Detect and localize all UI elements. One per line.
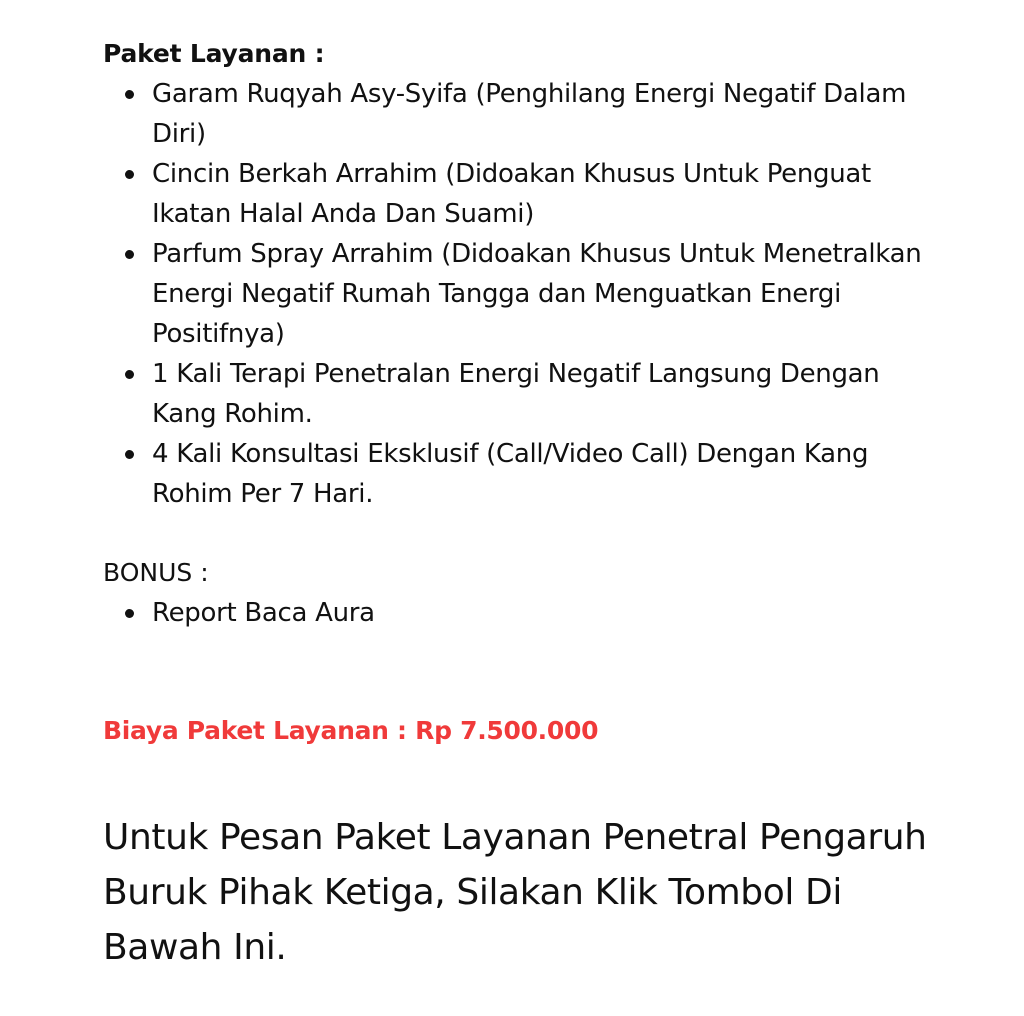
list-item: Parfum Spray Arrahim (Didoakan Khusus Untuk Menetralkan Energi Negatif Rumah Tangga dan Menguatkan Energi Positifnya): [152, 234, 933, 354]
package-title: Paket Layanan :: [103, 39, 325, 68]
content-area: [103, 34, 933, 975]
list-item: Cincin Berkah Arrahim (Didoakan Khusus Untuk Penguat Ikatan Halal Anda Dan Suami): [152, 154, 933, 234]
bonus-title: BONUS :: [103, 558, 209, 587]
list-item: Garam Ruqyah Asy-Syifa (Penghilang Energi Negatif Dalam Diri): [152, 74, 933, 154]
cta-text: Untuk Pesan Paket Layanan Penetral Pengaruh Buruk Pihak Ketiga, Silakan Klik Tombol Di Bawah Ini.: [103, 817, 927, 968]
list-item: Report Baca Aura: [152, 593, 933, 633]
list-item: 4 Kali Konsultasi Eksklusif (Call/Video Call) Dengan Kang Rohim Per 7 Hari.: [152, 434, 933, 514]
price-text: Biaya Paket Layanan : Rp 7.500.000: [103, 716, 599, 745]
package-list: [103, 74, 933, 514]
list-item: 1 Kali Terapi Penetralan Energi Negatif Langsung Dengan Kang Rohim.: [152, 354, 933, 434]
bonus-list: [103, 593, 933, 633]
